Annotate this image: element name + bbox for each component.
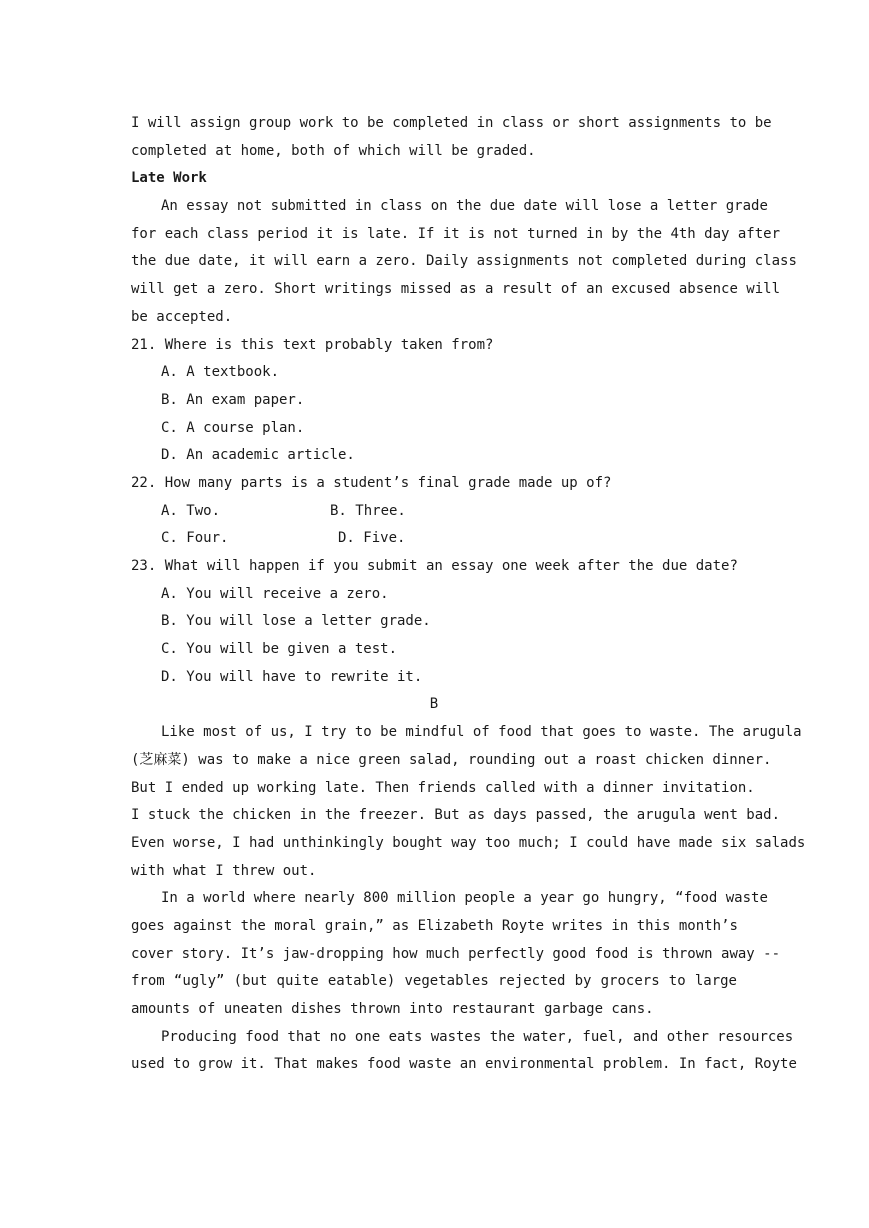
question-23 [131,553,737,691]
text-line: completed at home, both of which will be graded. [131,142,536,159]
answer-option: C. You will be given a test. [161,641,398,658]
text-line: for each class period it is late. If it is not turned in by the 4th day after [131,225,781,242]
text-line: with what I threw out. [131,862,317,879]
section-heading-late-work: Late Work [131,170,207,187]
question-stem: 22. How many parts is a student’s final grade made up of? [131,474,612,491]
text-line: the due date, it will earn a zero. Daily assignments not completed during class [131,253,797,270]
question-22 [131,470,737,553]
text-line: cover story. It’s jaw-dropping how much perfectly good food is thrown away -- [131,945,781,962]
text-line: Like most of us, I try to be mindful of food that goes to waste. The arugula [161,724,802,741]
text-line: An essay not submitted in class on the due date will lose a letter grade [161,198,768,215]
answer-option: A. A textbook. [161,364,280,381]
answer-option-row [131,525,737,553]
question-21 [131,332,737,470]
text-line: But I ended up working late. Then friends called with a dinner invitation. [131,779,755,796]
answer-option: A. Two. [161,502,221,519]
passage-b-paragraph-1 [131,719,806,885]
answer-option: B. Three. [330,502,406,519]
text-line: In a world where nearly 800 million people a year go hungry, “food waste [161,890,768,907]
text-line: Even worse, I had unthinkingly bought way too much; I could have made six salads [131,834,806,851]
text-line: Producing food that no one eats wastes the water, fuel, and other resources [161,1028,794,1045]
answer-option: C. A course plan. [161,419,305,436]
question-stem: 21. Where is this text probably taken from? [131,336,494,353]
answer-option: B. An exam paper. [161,391,305,408]
intro-paragraph [131,110,772,165]
answer-option: D. Five. [338,530,406,547]
text-line: amounts of uneaten dishes thrown into restaurant garbage cans. [131,1001,654,1017]
question-stem: 23. What will happen if you submit an essay one week after the due date? [131,558,738,574]
document-page [131,110,806,1079]
text-line: used to grow it. That makes food waste an environmental problem. In fact, Royte [131,1056,797,1073]
text-line: I stuck the chicken in the freezer. But as days passed, the arugula went bad. [131,807,781,824]
late-work-paragraph [131,193,797,331]
text-line: I will assign group work to be completed in class or short assignments to be [131,115,772,131]
text-line: goes against the moral grain,” as Elizabeth Royte writes in this month’s [131,917,738,934]
answer-option: D. An academic article. [161,447,355,464]
passage-b-paragraph-3 [131,1024,797,1079]
passage-b-paragraph-2 [131,885,781,1023]
text-line: will get a zero. Short writings missed as a result of an excused absence will [131,281,781,298]
answer-option: D. You will have to rewrite it. [161,668,423,685]
text-line: (芝麻菜) was to make a nice green salad, rounding out a roast chicken dinner. [131,751,772,768]
answer-option: B. You will lose a letter grade. [161,613,431,630]
text-line: from “ugly” (but quite eatable) vegetables rejected by grocers to large [131,973,737,990]
passage-label: B [429,696,439,713]
answer-option: C. Four. [161,530,229,547]
answer-option: A. You will receive a zero. [161,585,389,602]
text-line: be accepted. [131,308,233,325]
answer-option-row [131,498,737,526]
